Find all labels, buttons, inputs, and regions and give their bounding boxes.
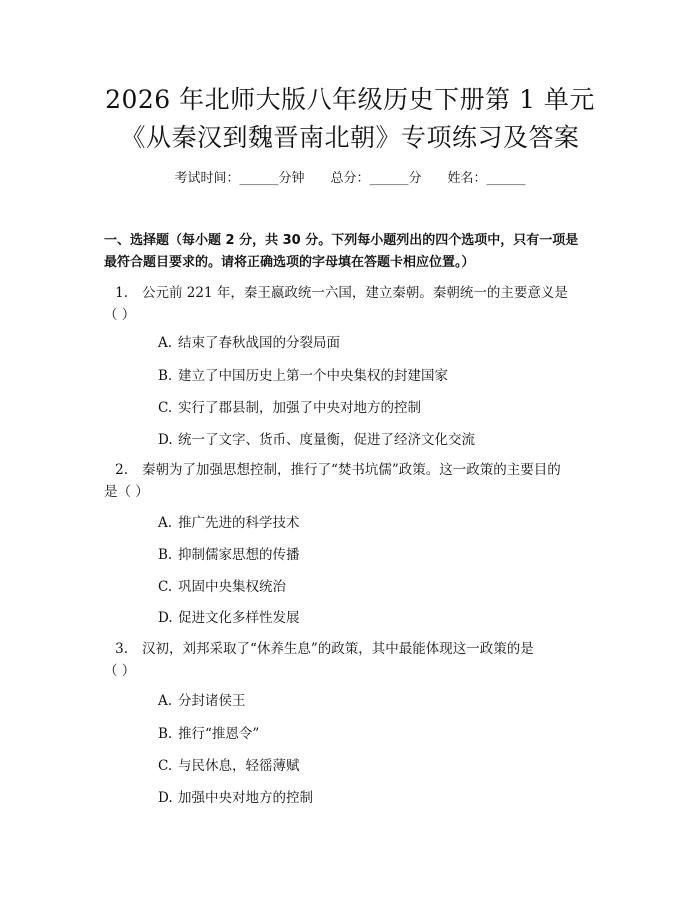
- option-2d: D. 促进文化多样性发展: [158, 610, 300, 626]
- option-2a: A. 推广先进的科学技术: [158, 515, 300, 531]
- name-label: 姓名：______: [447, 171, 526, 186]
- option-2c: C. 巩固中央集权统治: [158, 579, 286, 595]
- question-text-line1: 公元前 221 年，秦王嬴政统一六国，建立秦朝。秦朝统一的主要意义是: [142, 285, 568, 301]
- option-1c: C. 实行了郡县制，加强了中央对地方的控制: [158, 400, 421, 416]
- question-1: [104, 282, 604, 326]
- question-3: [104, 638, 604, 682]
- option-2b: B. 抑制儒家思想的传播: [158, 547, 300, 563]
- exam-info-row: [0, 170, 700, 188]
- question-text-line1: 秦朝为了加强思想控制，推行了“焚书坑儒”政策。这一政策的主要目的: [142, 462, 561, 478]
- section-heading: [104, 230, 604, 274]
- option-1b: B. 建立了中国历史上第一个中央集权的封建国家: [158, 368, 448, 384]
- document-title-line1: 2026 年北师大版八年级历史下册第 1 单元: [105, 85, 595, 114]
- option-1a: A. 结束了春秋战国的分裂局面: [158, 335, 340, 351]
- document-title-line2: 《从秦汉到魏晋南北朝》专项练习及答案: [120, 123, 580, 152]
- question-text-line1: 汉初，刘邦采取了“休养生息”的政策，其中最能体现这一政策的是: [142, 641, 534, 657]
- question-number: 1.: [115, 285, 128, 301]
- question-text-line2: （ ）: [104, 663, 136, 679]
- section-heading-line1: 一、选择题（每小题 2 分，共 30 分。下列每小题列出的四个选项中，只有一项是: [104, 233, 579, 248]
- exam-time-label: 考试时间：______分钟: [174, 171, 305, 186]
- question-number: 2.: [115, 462, 128, 478]
- option-3a: A. 分封诸侯王: [158, 693, 246, 709]
- question-text-line2: （ ）: [104, 307, 136, 323]
- question-number: 3.: [115, 641, 128, 657]
- option-3c: C. 与民休息，轻徭薄赋: [158, 758, 300, 774]
- question-text-line2: 是（ ）: [104, 484, 149, 500]
- option-3b: B. 推行“推恩令”: [158, 726, 260, 742]
- option-1d: D. 统一了文字、货币、度量衡，促进了经济文化交流: [158, 432, 475, 448]
- question-2: [104, 459, 604, 503]
- section-heading-line2: 最符合题目要求的。请将正确选项的字母填在答题卡相应位置。）: [104, 255, 475, 270]
- option-3d: D. 加强中央对地方的控制: [158, 790, 313, 806]
- total-score-label: 总分：______分: [330, 171, 422, 186]
